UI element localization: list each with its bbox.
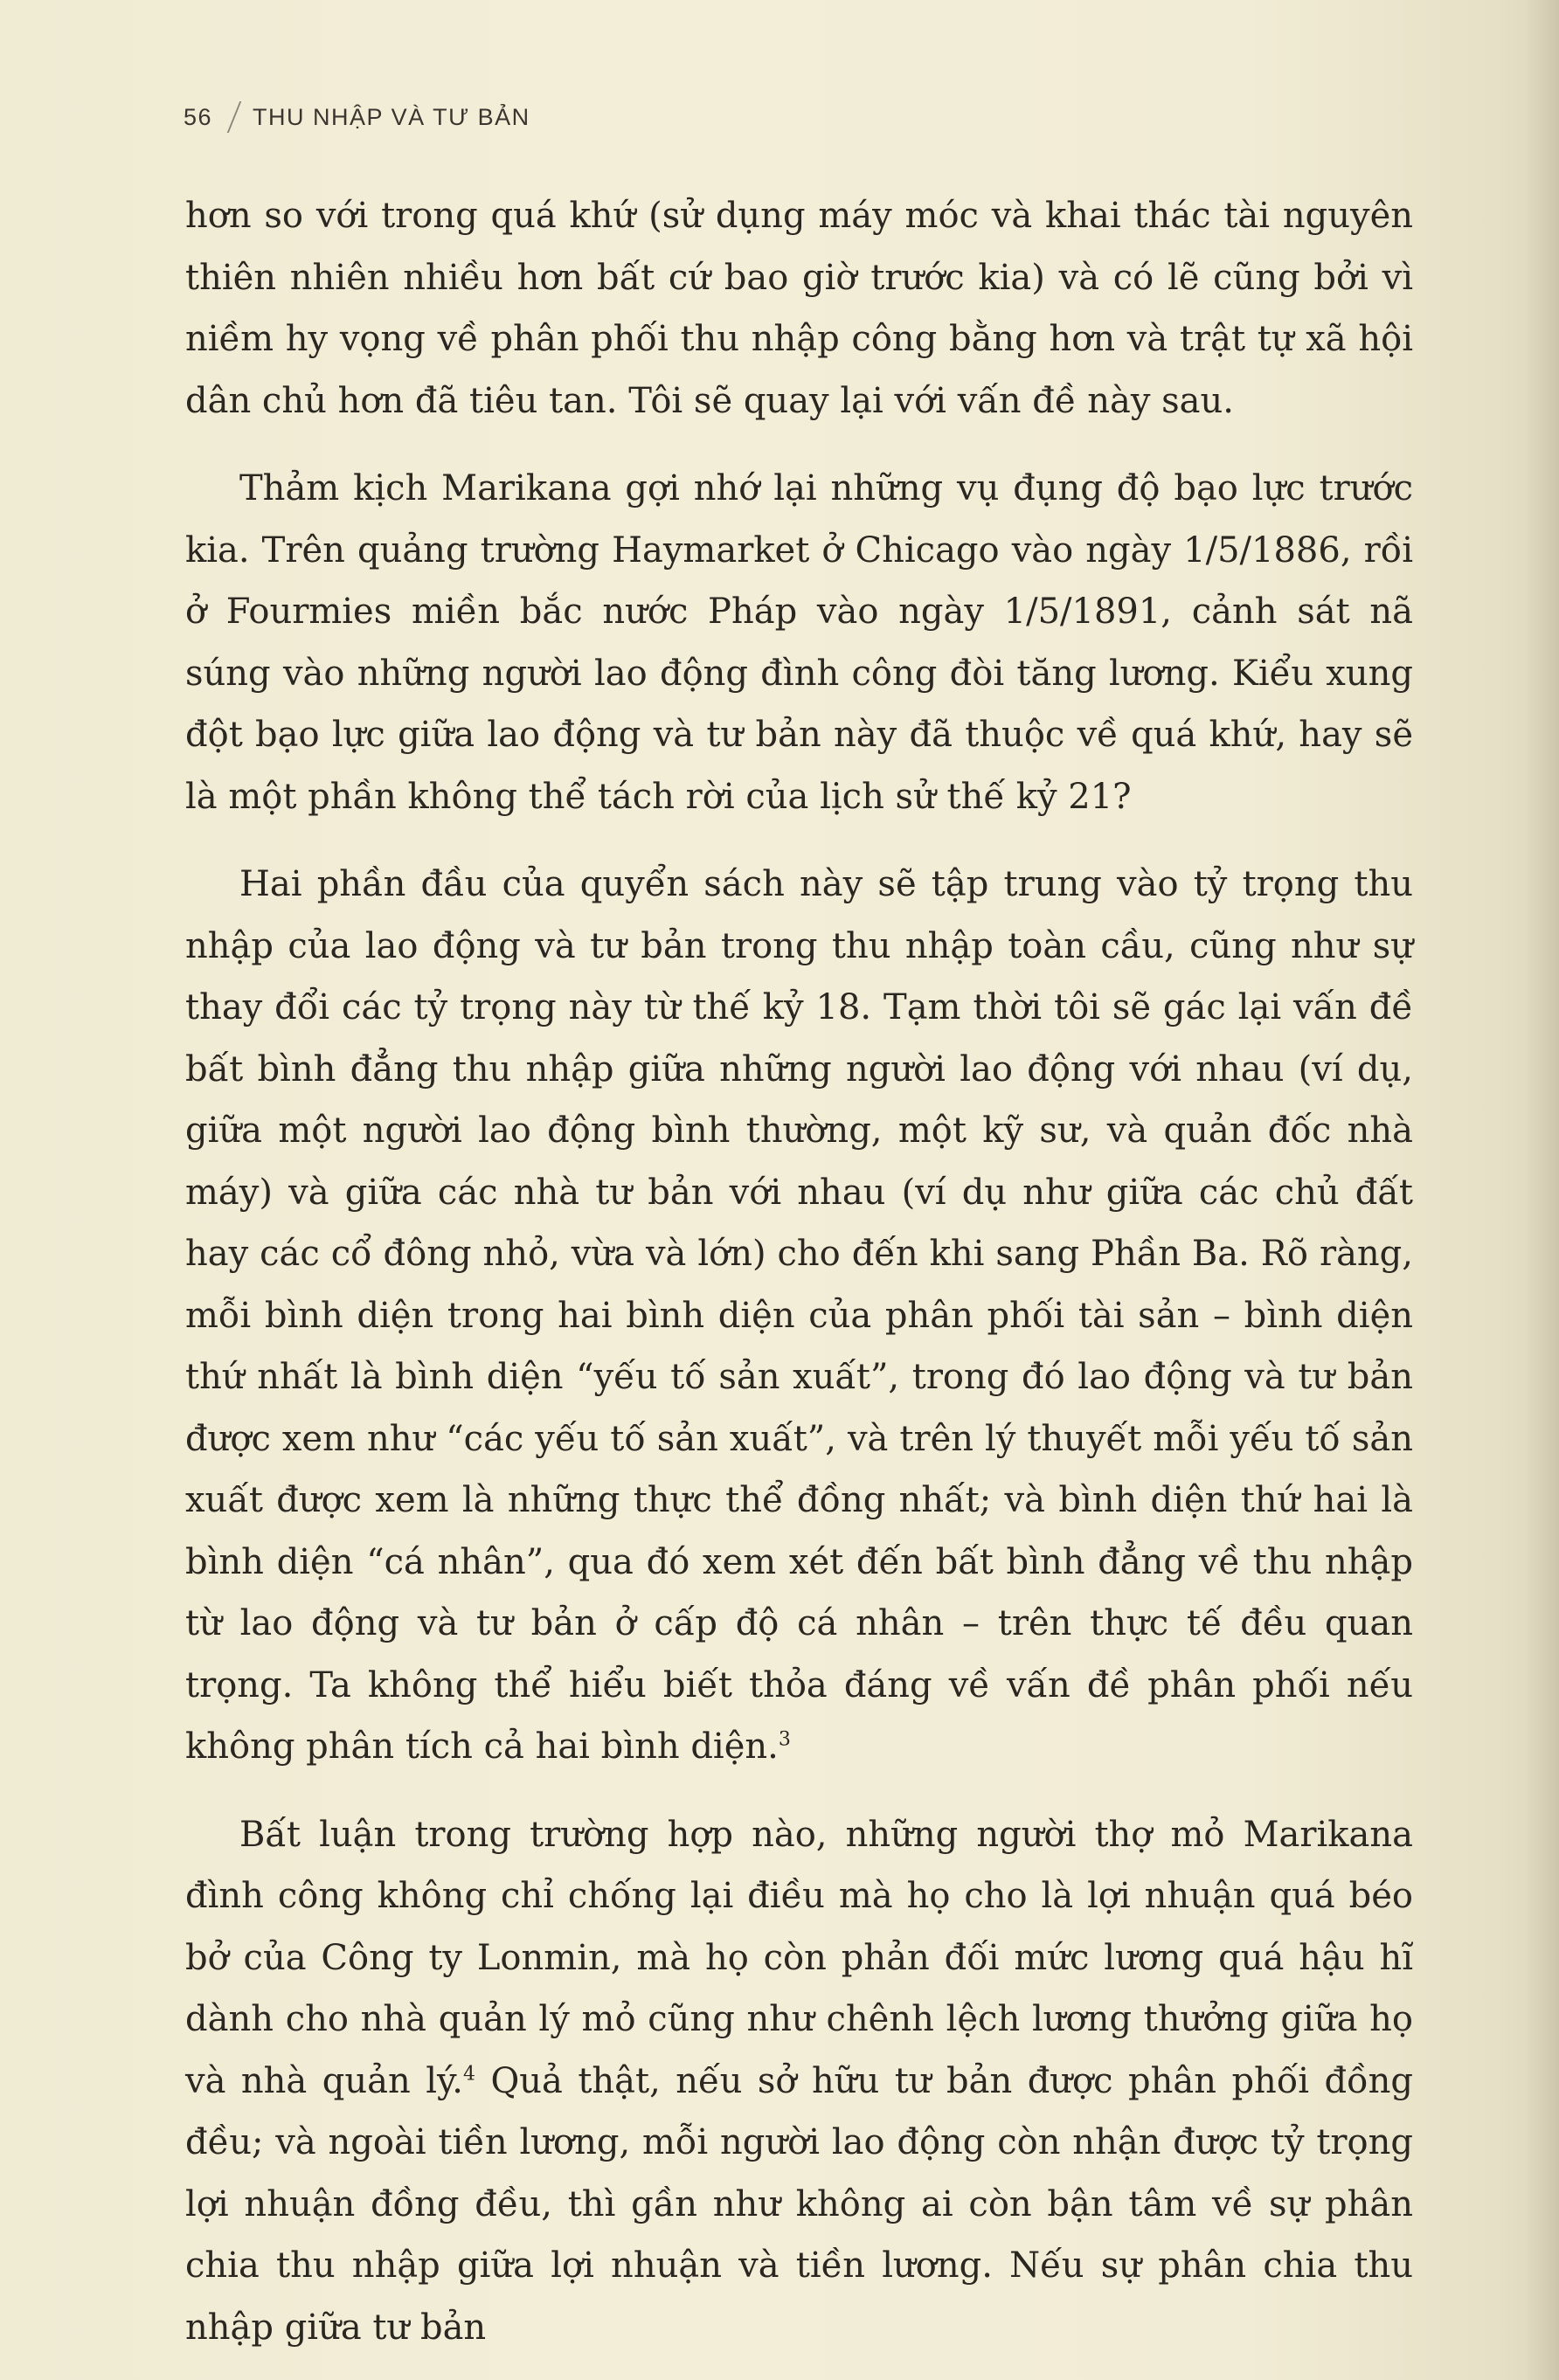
body-text (185, 185, 1413, 2380)
page-edge-shadow (1524, 0, 1559, 2380)
paragraph-2-text: Thảm kịch Marikana gợi nhớ lại những vụ đụng độ bạo lực trước kia. Trên quảng trường Haymarket ở Chicago vào ngày 1/5/1886, rồi ở Fourmies miền bắc nước Pháp vào ngày 1/5/1891, cảnh sát nã súng vào những người lao động đình công đòi tăng lương. Kiểu xung đột bạo lực giữa lao động và tư bản này đã thuộc về quá khứ, hay sẽ là một phần không thể tách rời của lịch sử thế kỷ 21? (185, 468, 1413, 817)
footnote-ref-3: 3 (778, 1728, 791, 1751)
page-number: 56 (184, 103, 213, 130)
footnote-ref-4: 4 (463, 2063, 475, 2086)
running-header (184, 98, 530, 136)
header-divider (227, 101, 242, 133)
paragraph-4-text-after: Quả thật, nếu sở hữu tư bản được phân phối đồng đều; và ngoài tiền lương, mỗi người lao động còn nhận được tỷ trọng lợi nhuận đồng đều, thì gần như không ai còn bận tâm về sự phân chia thu nhập giữa lợi nhuận và tiền lương. Nếu sự phân chia thu nhập giữa tư bản (185, 2060, 1413, 2348)
paragraph-3-text: Hai phần đầu của quyển sách này sẽ tập trung vào tỷ trọng thu nhập của lao động và tư bản trong thu nhập toàn cầu, cũng như sự thay đổi các tỷ trọng này từ thế kỷ 18. Tạm thời tôi sẽ gác lại vấn đề bất bình đẳng thu nhập giữa những người lao động với nhau (ví dụ, giữa một người lao động bình thường, một kỹ sư, và quản đốc nhà máy) và giữa các nhà tư bản với nhau (ví dụ như giữa các chủ đất hay các cổ đông nhỏ, vừa và lớn) cho đến khi sang Phần Ba. Rõ ràng, mỗi bình diện trong hai bình diện của phân phối tài sản – bình diện thứ nhất là bình diện “yếu tố sản xuất”, trong đó lao động và tư bản được xem như “các yếu tố sản xuất”, và trên lý thuyết mỗi yếu tố sản xuất được xem là những thực thể đồng nhất; và bình diện thứ hai là bình diện “cá nhân”, qua đó xem xét đến bất bình đẳng về thu nhập từ lao động và tư bản ở cấp độ cá nhân – trên thực tế đều quan trọng. Ta không thể hiểu biết thỏa đáng về vấn đề phân phối nếu không phân tích cả hai bình diện. (185, 864, 1413, 1767)
running-title: THU NHẬP VÀ TƯ BẢN (253, 103, 530, 130)
paragraph-4-text-before: Bất luận trong trường hợp nào, những người thợ mỏ Marikana đình công không chỉ chống lại điều mà họ cho là lợi nhuận quá béo bở của Công ty Lonmin, mà họ còn phản đối mức lương quá hậu hĩ dành cho nhà quản lý mỏ cũng như chênh lệch lương thưởng giữa họ và nhà quản lý. (185, 1814, 1413, 2101)
paragraph-1 (185, 185, 1413, 432)
paragraph-3 (185, 854, 1413, 1778)
paragraph-4 (185, 1804, 1413, 2359)
paragraph-2 (185, 458, 1413, 827)
paragraph-1-text: hơn so với trong quá khứ (sử dụng máy móc và khai thác tài nguyên thiên nhiên nhiều hơn bất cứ bao giờ trước kia) và có lẽ cũng bởi vì niềm hy vọng về phân phối thu nhập công bằng hơn và trật tự xã hội dân chủ hơn đã tiêu tan. Tôi sẽ quay lại với vấn đề này sau. (185, 196, 1413, 421)
